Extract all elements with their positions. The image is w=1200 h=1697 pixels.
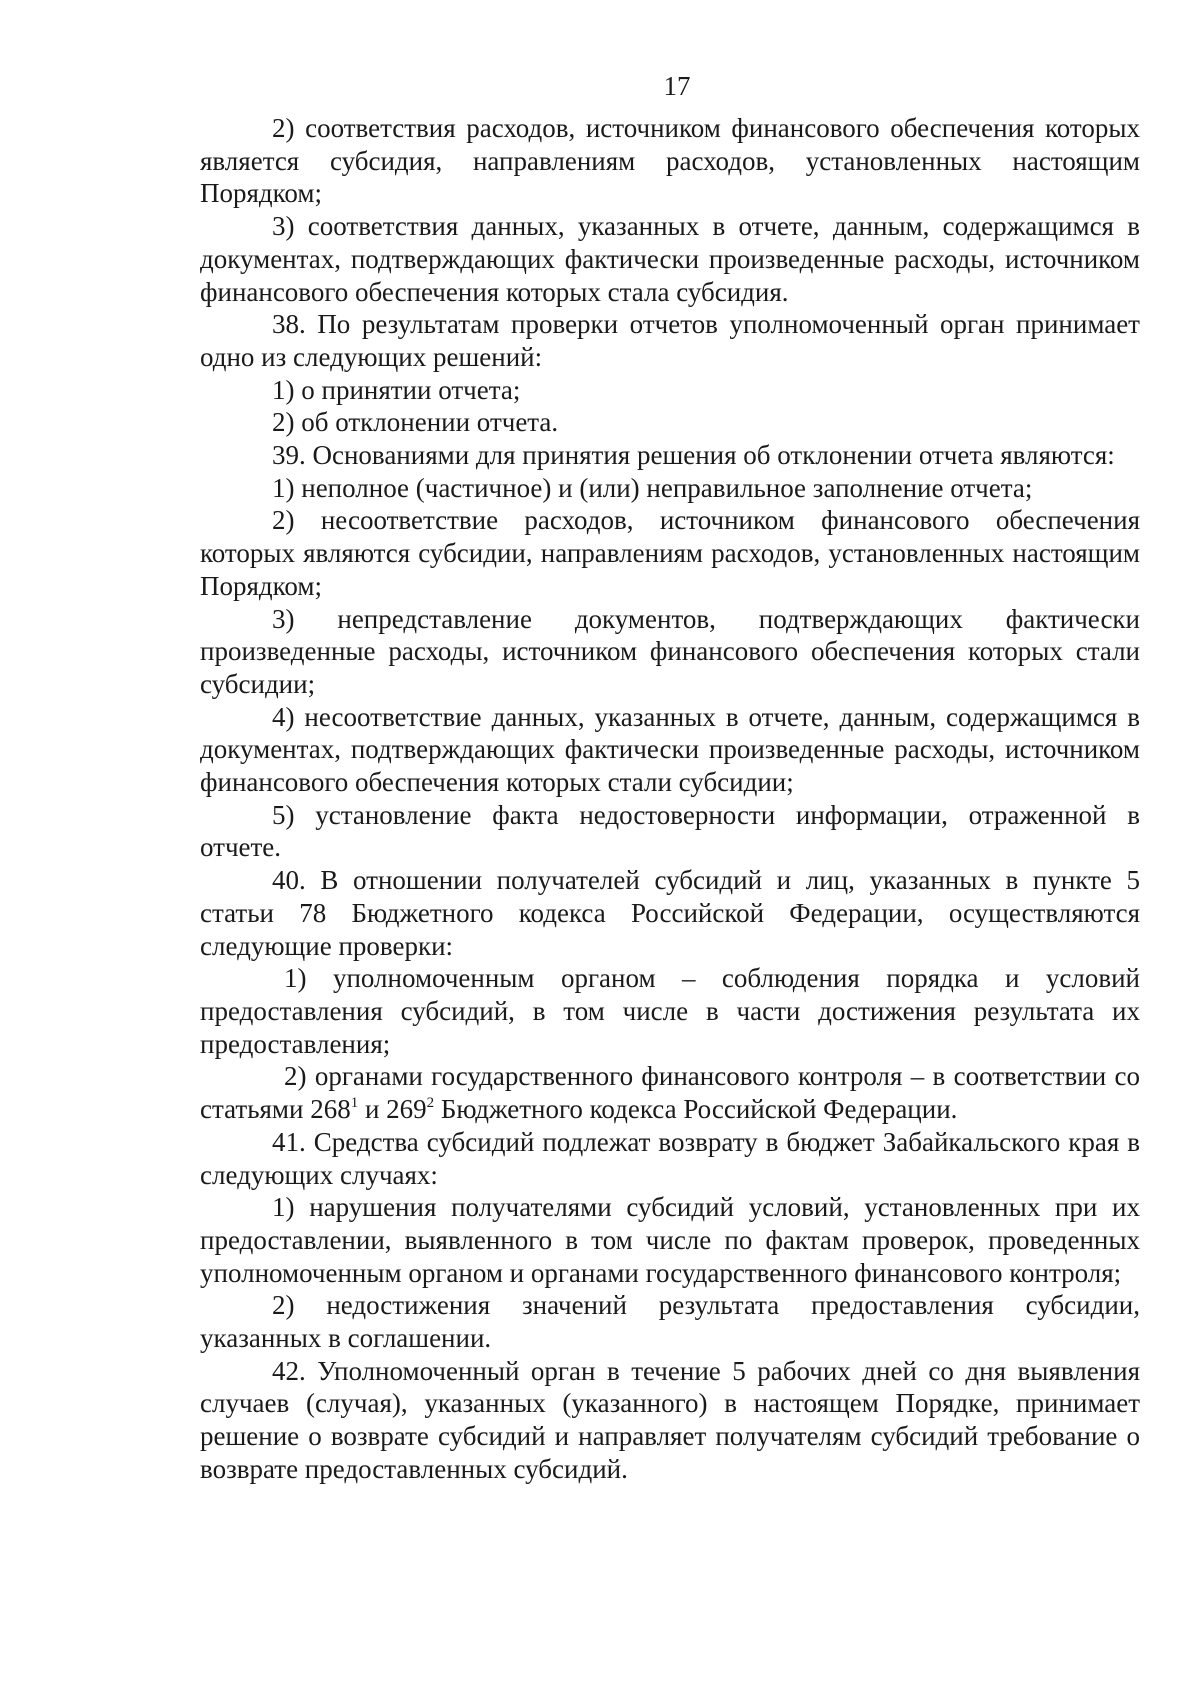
paragraph-39-item-4: 4) несоответствие данных, указанных в отчете, данным, содержащимся в документах, подтверждающих фактически произведенные расходы, источником финансового обеспечения которых стали субсидии; [200, 701, 1140, 798]
paragraph-38: 38. По результатам проверки отчетов уполномоченный орган принимает одно из следующих решений: [200, 309, 1140, 372]
paragraph-41-item-1: 1) нарушения получателями субсидий условий, установленных при их предоставлении, выявленного в том числе по фактам проверок, проведенных уполномоченным органом и органами государственного финансового контроля; [200, 1192, 1140, 1288]
paragraph-38-item-2: 2) об отклонении отчета. [272, 407, 559, 438]
paragraph-39: 39. Основаниями для принятия решения об отклонении отчета являются: [272, 440, 1115, 471]
paragraph-39-item-5: 5) установление факта недостоверности информации, отраженной в отчете. [200, 799, 1140, 863]
paragraph-item-3-data-compliance: 3) соответствия данных, указанных в отчете, данным, содержащимся в документах, подтверждающих фактически произведенные расходы, источником финансового обеспечения которых стала субсидия. [200, 211, 1140, 307]
paragraph-40-item-2 [200, 1060, 1140, 1125]
paragraph-40-item-2-text-c: Бюджетного кодекса Российской Федерации. [434, 1094, 958, 1125]
paragraph-40-item-2-text-a: 2) органами государственного финансового контроля – в соответствии со статьями 268 [200, 1061, 1140, 1125]
paragraph-40-item-1: 1) уполномоченным органом – соблюдения порядка и условий предоставления субсидий, в том числе в части достижения результата их предоставления; [200, 963, 1140, 1059]
paragraph-38-item-1: 1) о принятии отчета; [272, 374, 521, 405]
paragraph-42: 42. Уполномоченный орган в течение 5 рабочих дней со дня выявления случаев (случая), указанных (указанного) в настоящем Порядке, принимает решение о возврате субсидий и направляет получателям субсидий требование о возврате предоставленных субсидий. [200, 1355, 1140, 1484]
paragraph-item-2-expense-compliance: 2) соответствия расходов, источником финансового обеспечения которых является субсидия, направлениям расходов, установленных настоящим Порядком; [200, 113, 1140, 209]
superscript-1: 1 [350, 1095, 359, 1112]
paragraph-40-item-2-text-b: и 269 [358, 1094, 427, 1125]
paragraph-39-item-1: 1) неполное (частичное) и (или) неправильное заполнение отчета; [272, 472, 1033, 503]
paragraph-41-item-2: 2) недостижения значений результата предоставления субсидии, указанных в соглашении. [200, 1290, 1140, 1354]
document-body [200, 112, 1140, 1486]
page-number: 17 [663, 71, 691, 101]
paragraph-39-item-2: 2) несоответствие расходов, источником финансового обеспечения которых являются субсидии, направлениям расходов, установленных настоящим Порядком; [200, 505, 1140, 601]
superscript-2: 2 [426, 1095, 435, 1112]
paragraph-41: 41. Средства субсидий подлежат возврату в бюджет Забайкальского края в следующих случаях: [200, 1126, 1140, 1190]
paragraph-39-item-3: 3) непредставление документов, подтверждающих фактически произведенные расходы, источником финансового обеспечения которых стали субсидии; [200, 603, 1140, 699]
paragraph-40: 40. В отношении получателей субсидий и лиц, указанных в пункте 5 статьи 78 Бюджетного кодекса Российской Федерации, осуществляются следующие проверки: [200, 865, 1140, 961]
